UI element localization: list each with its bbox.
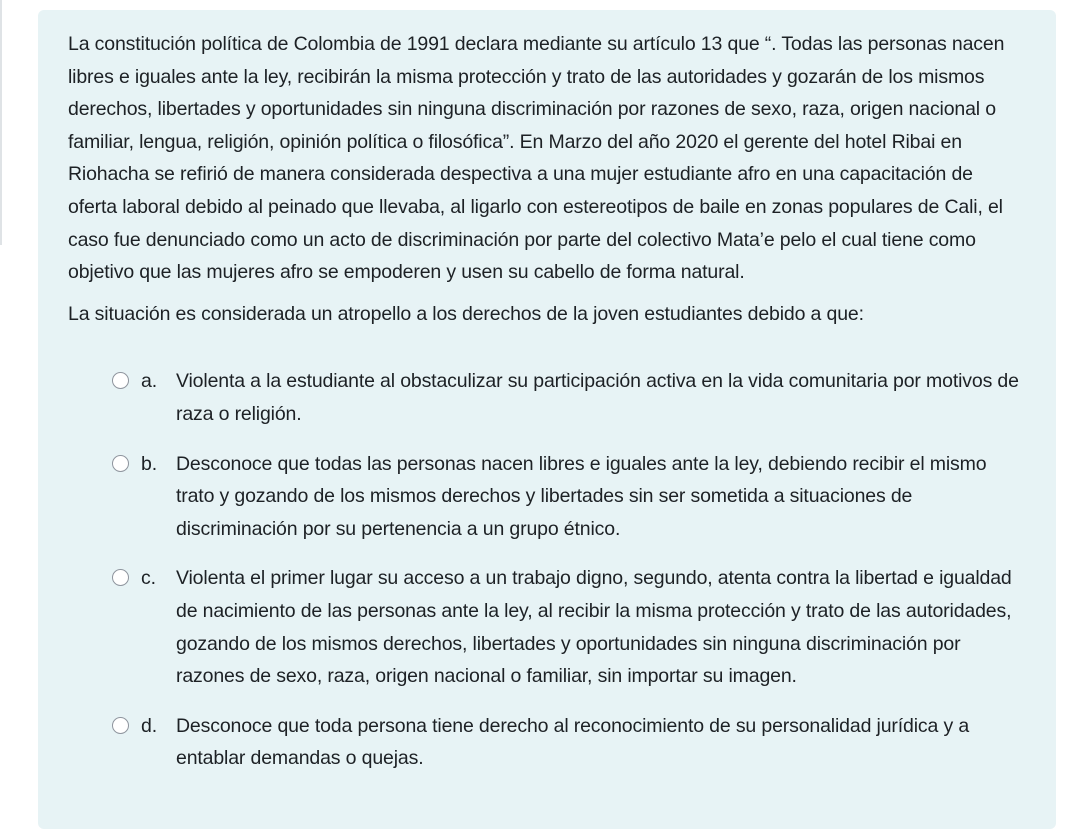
radio-button-c[interactable]: [112, 569, 129, 586]
answer-option-a[interactable]: [68, 365, 1026, 430]
answer-letter: d.: [141, 714, 157, 737]
question-text: [68, 28, 1026, 330]
answer-text[interactable]: Desconoce que todas las personas nacen libres e iguales ante la ley, debiendo recibir el mismo trato y gozando de los mismos derechos y libertades sin ser sometida a situaciones de discriminación por su pertenencia a un grupo étnico.: [176, 452, 987, 540]
question-card: [38, 10, 1056, 829]
answer-option-c[interactable]: [68, 562, 1026, 692]
answer-options: [68, 365, 1026, 775]
answer-text[interactable]: Violenta el primer lugar su acceso a un trabajo digno, segundo, atenta contra la libertad e igualdad de nacimiento de las personas ante la ley, al recibir la misma protección y trato de las autoridades, gozando de los mismos derechos, libertades y oportunidades sin ninguna discriminación por razones de sexo, raza, origen nacional o familiar, sin importar su imagen.: [176, 567, 1012, 688]
answer-letter: a.: [141, 370, 157, 393]
answer-text[interactable]: Desconoce que toda persona tiene derecho al reconocimiento de su personalidad jurídica y a entablar demandas o quejas.: [176, 714, 970, 770]
question-statement: La constitución política de Colombia de 1991 declara mediante su artículo 13 que “. Todas las personas nacen libres e iguales ante la ley, recibirán la misma protección y trato de las autoridades y gozarán de los mismos derechos, libertades y oportunidades sin ninguna discriminación por razones de sexo, raza, origen nacional o familiar, lengua, religión, opinión política o filosófica”. En Marzo del año 2020 el gerente del hotel Ribai en Riohacha se refirió de manera considerada despectiva a una mujer estudiante afro en una capacitación de oferta laboral debido al peinado que llevaba, al ligarlo con estereotipos de baile en zonas populares de Cali, el caso fue denunciado como un acto de discriminación por parte del colectivo Mata’e pelo el cual tiene como objetivo que las mujeres afro se empoderen y usen su cabello de forma natural.: [68, 33, 1005, 284]
left-divider: [0, 0, 2, 245]
radio-button-a[interactable]: [112, 372, 129, 389]
radio-button-d[interactable]: [112, 717, 129, 734]
question-prompt: La situación es considerada un atropello a los derechos de la joven estudiantes debido a que:: [68, 302, 864, 325]
answer-letter: c.: [141, 567, 156, 590]
answer-option-b[interactable]: [68, 448, 1026, 546]
answer-letter: b.: [141, 452, 157, 475]
answer-text[interactable]: Violenta a la estudiante al obstaculizar su participación activa en la vida comunitaria por motivos de raza o religión.: [176, 370, 1019, 425]
answer-option-d[interactable]: [68, 710, 1026, 775]
radio-button-b[interactable]: [112, 455, 129, 472]
